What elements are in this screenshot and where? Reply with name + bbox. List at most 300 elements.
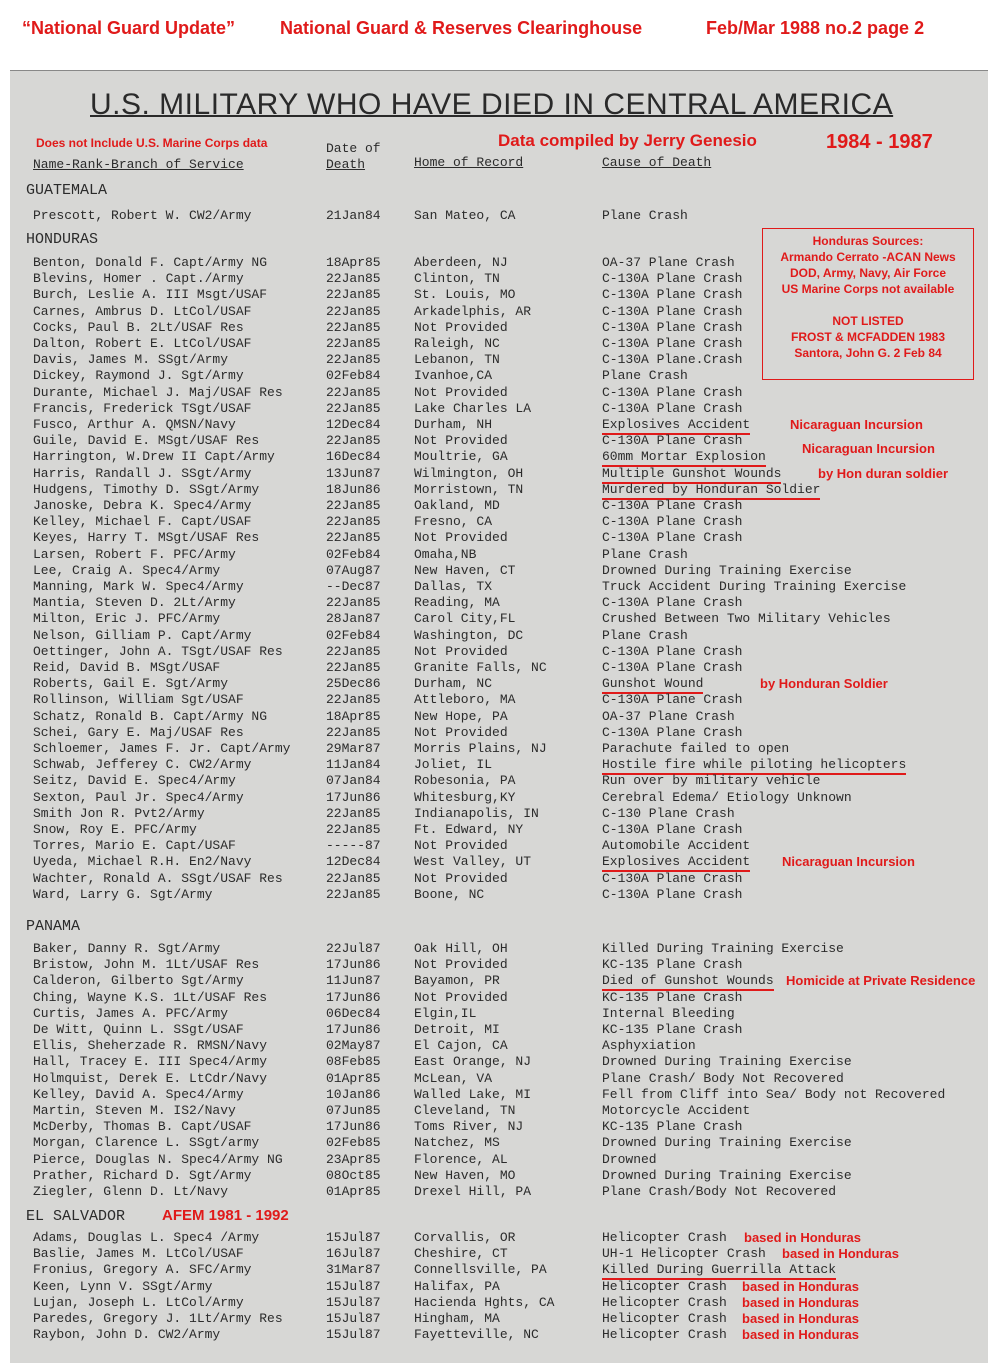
- home-cell: Indianapolis, IN: [414, 805, 539, 821]
- name-cell: Dickey, Raymond J. Sgt/Army: [33, 368, 244, 384]
- home-cell: Wilmington, OH: [414, 465, 524, 481]
- name-cell: Smith Jon R. Pvt2/Army: [33, 805, 205, 821]
- col-date-top: Date of: [326, 141, 381, 156]
- name-cell: Keyes, Harry T. MSgt/USAF Res: [33, 530, 260, 546]
- table-row: [0, 1246, 1000, 1262]
- date-cell: 01Apr85: [326, 1184, 381, 1199]
- cause-cell: C-130A Plane Crash: [602, 319, 743, 335]
- date-cell: 16Dec84: [326, 449, 381, 465]
- home-cell: Natchez, MS: [414, 1135, 500, 1151]
- date-cell: 15Jul87: [326, 1327, 381, 1343]
- cause-cell: C-130A Plane Crash: [602, 400, 743, 416]
- home-cell: Durham, NC: [414, 676, 493, 692]
- cause-cell: Gunshot Wound: [602, 676, 703, 694]
- table-row: [0, 498, 1000, 514]
- home-cell: Cheshire, CT: [414, 1246, 508, 1262]
- date-cell: 22Jan85: [326, 271, 381, 287]
- date-cell: 31Mar87: [326, 1262, 381, 1278]
- newsletter-title: “National Guard Update”: [22, 18, 236, 38]
- afem-note: AFEM 1981 - 1992: [162, 1207, 289, 1224]
- cause-cell: C-130A Plane Crash: [602, 287, 743, 303]
- name-cell: Blevins, Homer . Capt./Army: [33, 271, 244, 287]
- home-cell: Not Provided: [414, 384, 508, 400]
- date-cell: 11Jan84: [326, 757, 381, 773]
- date-cell: 22Jan85: [326, 886, 381, 902]
- table-row: [0, 741, 1000, 757]
- cause-cell: C-130A Plane Crash: [602, 498, 743, 513]
- home-cell: Washington, DC: [414, 627, 524, 643]
- home-cell: Aberdeen, NJ: [414, 255, 508, 270]
- table-row: [0, 1135, 1000, 1151]
- table-row: [0, 271, 1000, 287]
- publisher: National Guard & Reserves Clearinghouse: [280, 18, 643, 38]
- name-cell: Prescott, Robert W. CW2/Army: [33, 208, 252, 223]
- home-cell: Not Provided: [414, 433, 508, 449]
- table-row: [0, 579, 1000, 595]
- table-row: [0, 773, 1000, 789]
- annotation-note: based in Honduras: [742, 1294, 860, 1310]
- home-cell: Not Provided: [414, 319, 508, 335]
- home-cell: Toms River, NJ: [414, 1119, 524, 1135]
- cause-cell: Explosives Accident: [602, 417, 750, 435]
- home-cell: New Hope, PA: [414, 708, 508, 724]
- home-cell: Not Provided: [414, 989, 508, 1005]
- home-cell: Reading, MA: [414, 595, 500, 611]
- home-cell: Not Provided: [414, 957, 508, 973]
- table-row: [0, 336, 1000, 352]
- name-cell: Morgan, Clarence L. SSgt/army: [33, 1135, 260, 1151]
- table-row: [0, 1279, 1000, 1295]
- annotation-note: based in Honduras: [744, 1230, 862, 1245]
- cause-cell: Drowned During Training Exercise: [602, 562, 852, 578]
- table-row: [0, 973, 1000, 989]
- name-cell: Wachter, Ronald A. SSgt/USAF Res: [33, 870, 283, 886]
- cause-cell: Crushed Between Two Military Vehicles: [602, 611, 891, 627]
- table-row: [0, 1071, 1000, 1087]
- name-cell: Snow, Roy E. PFC/Army: [33, 822, 197, 837]
- home-cell: Raleigh, NC: [414, 336, 500, 351]
- cause-cell: Helicopter Crash: [602, 1278, 727, 1294]
- cause-cell: Killed During Training Exercise: [602, 941, 844, 956]
- table-row: [0, 482, 1000, 498]
- home-cell: Clinton, TN: [414, 271, 500, 287]
- date-cell: 07Aug87: [326, 562, 381, 578]
- cause-cell: Plane Crash: [602, 368, 688, 384]
- table-row: [0, 887, 1000, 903]
- name-cell: Hudgens, Timothy D. SSgt/Army: [33, 481, 260, 497]
- date-cell: 11Jun87: [326, 973, 381, 989]
- cause-cell: Drowned During Training Exercise: [602, 1135, 852, 1151]
- home-cell: Corvallis, OR: [414, 1230, 516, 1245]
- table-row: [0, 644, 1000, 660]
- annotation-note: by Honduran Soldier: [760, 676, 888, 692]
- section-heading: GUATEMALA: [26, 182, 108, 199]
- date-cell: 15Jul87: [326, 1230, 381, 1245]
- date-cell: 08Feb85: [326, 1054, 381, 1070]
- name-cell: Schloemer, James F. Jr. Capt/Army: [33, 741, 291, 756]
- name-cell: Sexton, Paul Jr. Spec4/Army: [33, 789, 244, 805]
- cause-cell: Killed During Guerrilla Attack: [602, 1262, 836, 1280]
- cause-cell: KC-135 Plane Crash: [602, 957, 743, 973]
- date-cell: 22Jan85: [326, 870, 381, 886]
- annotation-note: based in Honduras: [782, 1246, 900, 1262]
- sources-line: FROST & MCFADDEN 1983: [790, 330, 946, 344]
- table-row: [0, 1103, 1000, 1119]
- home-cell: Drexel Hill, PA: [414, 1184, 532, 1199]
- date-cell: 02Feb84: [326, 546, 381, 562]
- name-cell: Francis, Frederick TSgt/USAF: [33, 400, 252, 416]
- name-cell: Cocks, Paul B. 2Lt/USAF Res: [33, 319, 244, 335]
- home-cell: Lake Charles LA: [414, 400, 532, 416]
- date-cell: 12Dec84: [326, 854, 381, 870]
- cause-cell: Asphyxiation: [602, 1038, 696, 1054]
- cause-cell: Drowned: [602, 1151, 657, 1167]
- table-row: [0, 1152, 1000, 1168]
- name-cell: Schwab, Jefferey C. CW2/Army: [33, 757, 252, 773]
- cause-cell: C-130A Plane Crash: [602, 643, 743, 659]
- table-row: [0, 822, 1000, 838]
- name-cell: Dalton, Robert E. LtCol/USAF: [33, 336, 252, 351]
- table-row: [0, 320, 1000, 336]
- cause-cell: C-130A Plane.Crash: [602, 352, 743, 368]
- home-cell: St. Louis, MO: [414, 287, 516, 303]
- table-row: [0, 838, 1000, 854]
- name-cell: Rollinson, William Sgt/USAF: [33, 692, 244, 708]
- cause-cell: Run over by military vehicle: [602, 773, 821, 789]
- date-cell: 17Jun86: [326, 1119, 381, 1135]
- name-cell: Seitz, David E. Spec4/Army: [33, 773, 236, 789]
- cause-cell: Explosives Accident: [602, 854, 750, 872]
- date-cell: 07Jan84: [326, 773, 381, 789]
- cause-cell: Internal Bleeding: [602, 1005, 735, 1021]
- home-cell: Walled Lake, MI: [414, 1086, 532, 1102]
- cause-cell: OA-37 Plane Crash: [602, 255, 735, 270]
- home-cell: El Cajon, CA: [414, 1038, 508, 1054]
- name-cell: Burch, Leslie A. III Msgt/USAF: [33, 287, 268, 303]
- date-cell: 17Jun86: [326, 789, 381, 805]
- home-cell: Hacienda Hghts, CA: [414, 1294, 555, 1310]
- col-name-header: Name-Rank-Branch of Service: [33, 157, 244, 172]
- cause-cell: C-130A Plane Crash: [602, 336, 743, 351]
- cause-cell: KC-135 Plane Crash: [602, 1022, 743, 1037]
- name-cell: Reid, David B. MSgt/USAF: [33, 660, 221, 675]
- date-cell: 15Jul87: [326, 1294, 381, 1310]
- date-cell: 02Feb85: [326, 1135, 381, 1151]
- home-cell: Elgin,IL: [414, 1005, 477, 1021]
- section-heading: PANAMA: [26, 918, 81, 935]
- home-cell: East Orange, NJ: [414, 1054, 532, 1070]
- cause-cell: C-130A Plane Crash: [602, 870, 743, 886]
- annotation-note: Homicide at Private Residence: [786, 973, 976, 989]
- table-row: [0, 790, 1000, 806]
- table-row: [0, 1168, 1000, 1184]
- sources-line: DOD, Army, Navy, Air Force: [789, 266, 947, 280]
- home-cell: Omaha,NB: [414, 546, 477, 562]
- cause-cell: C-130 Plane Crash: [602, 805, 735, 821]
- name-cell: Torres, Mario E. Capt/USAF: [33, 838, 236, 854]
- home-cell: Joliet, IL: [414, 757, 493, 773]
- home-cell: Lebanon, TN: [414, 352, 500, 368]
- cause-cell: Cerebral Edema/ Etiology Unknown: [602, 789, 852, 805]
- annotation-note: Nicaraguan Incursion: [790, 417, 923, 432]
- name-cell: Roberts, Gail E. Sgt/Army: [33, 676, 229, 692]
- date-cell: 16Jul87: [326, 1246, 381, 1262]
- home-cell: Halifax, PA: [414, 1278, 500, 1294]
- cause-cell: Truck Accident During Training Exercise: [602, 579, 907, 594]
- date-cell: 10Jan86: [326, 1086, 381, 1102]
- date-cell: 22Jan85: [326, 822, 381, 837]
- home-cell: Connellsville, PA: [414, 1262, 547, 1278]
- home-cell: Boone, NC: [414, 886, 485, 902]
- date-cell: 25Dec86: [326, 676, 381, 692]
- annotation-note: by Hon duran soldier: [818, 465, 949, 481]
- years-note: 1984 - 1987: [826, 131, 933, 153]
- annotation-note: based in Honduras: [742, 1278, 860, 1294]
- cause-cell: Plane Crash/ Body Not Recovered: [602, 1070, 844, 1086]
- date-cell: 23Apr85: [326, 1151, 381, 1167]
- date-cell: --Dec87: [326, 579, 381, 594]
- name-cell: Lujan, Joseph L. LtCol/Army: [33, 1294, 244, 1310]
- date-cell: 15Jul87: [326, 1278, 381, 1294]
- cause-cell: Parachute failed to open: [602, 741, 790, 756]
- exclusion-note: Does not Include U.S. Marine Corps data: [36, 136, 268, 150]
- home-cell: Not Provided: [414, 724, 508, 740]
- cause-cell: C-130A Plane Crash: [602, 271, 743, 287]
- sources-line: US Marine Corps not available: [781, 282, 955, 296]
- table-row: [0, 547, 1000, 563]
- cause-cell: Helicopter Crash: [602, 1294, 727, 1310]
- date-cell: 22Jul87: [326, 941, 381, 956]
- home-cell: McLean, VA: [414, 1070, 493, 1086]
- date-cell: 02Feb84: [326, 627, 381, 643]
- date-cell: 18Apr85: [326, 708, 381, 724]
- cause-cell: Helicopter Crash: [602, 1230, 727, 1245]
- table-row: [0, 1006, 1000, 1022]
- cause-cell: C-130A Plane Crash: [602, 692, 743, 708]
- name-cell: Ziegler, Glenn D. Lt/Navy: [33, 1184, 229, 1199]
- name-cell: Calderon, Gilberto Sgt/Army: [33, 973, 244, 989]
- cause-cell: Drowned During Training Exercise: [602, 1167, 852, 1183]
- date-cell: 22Jan85: [326, 498, 381, 513]
- date-cell: 18Apr85: [326, 255, 381, 270]
- home-cell: Durham, NH: [414, 417, 493, 432]
- cause-cell: Multiple Gunshot Wounds: [602, 466, 781, 484]
- home-cell: San Mateo, CA: [414, 208, 516, 223]
- table-row: [0, 1327, 1000, 1343]
- home-cell: New Haven, CT: [414, 562, 516, 578]
- date-cell: -----87: [326, 838, 381, 854]
- table-row: [0, 660, 1000, 676]
- cause-cell: Drowned During Training Exercise: [602, 1054, 852, 1070]
- cause-cell: C-130A Plane Crash: [602, 822, 743, 837]
- name-cell: Holmquist, Derek E. LtCdr/Navy: [33, 1070, 268, 1086]
- date-cell: 12Dec84: [326, 417, 381, 432]
- date-cell: 18Jun86: [326, 481, 381, 497]
- home-cell: West Valley, UT: [414, 854, 532, 870]
- cause-cell: Hostile fire while piloting helicopters: [602, 757, 906, 775]
- date-cell: 22Jan85: [326, 433, 381, 449]
- table-row: [0, 530, 1000, 546]
- table-row: [0, 352, 1000, 368]
- sources-line: NOT LISTED: [832, 314, 904, 328]
- name-cell: Guile, David E. MSgt/USAF Res: [33, 433, 260, 449]
- section-heading: HONDURAS: [26, 231, 99, 248]
- table-row: [0, 1038, 1000, 1054]
- col-home-header: Home of Record: [414, 155, 524, 170]
- name-cell: Baslie, James M. LtCol/USAF: [33, 1246, 244, 1262]
- sources-line: Honduras Sources:: [812, 234, 924, 248]
- date-cell: 22Jan85: [326, 643, 381, 659]
- cause-cell: C-130A Plane Crash: [602, 660, 743, 675]
- name-cell: Harris, Randall J. SSgt/Army: [33, 465, 252, 481]
- cause-cell: KC-135 Plane Crash: [602, 989, 743, 1005]
- date-cell: 22Jan85: [326, 805, 381, 821]
- table-row: [0, 806, 1000, 822]
- table-row: [0, 941, 1000, 957]
- home-cell: Fresno, CA: [414, 514, 493, 530]
- name-cell: Prather, Richard D. Sgt/Army: [33, 1167, 252, 1183]
- cause-cell: KC-135 Plane Crash: [602, 1119, 743, 1135]
- name-cell: Schatz, Ronald B. Capt/Army NG: [33, 708, 268, 724]
- name-cell: Davis, James M. SSgt/Army: [33, 352, 229, 368]
- table-row: [0, 1119, 1000, 1135]
- table-row: [0, 854, 1000, 870]
- name-cell: Fronius, Gregory A. SFC/Army: [33, 1262, 252, 1278]
- cause-cell: Plane Crash: [602, 546, 688, 562]
- date-cell: 02May87: [326, 1038, 381, 1054]
- home-cell: Florence, AL: [414, 1151, 508, 1167]
- date-cell: 22Jan85: [326, 319, 381, 335]
- home-cell: Ft. Edward, NY: [414, 822, 524, 837]
- table-row: [0, 563, 1000, 579]
- home-cell: Robesonia, PA: [414, 773, 516, 789]
- name-cell: Raybon, John D. CW2/Army: [33, 1327, 221, 1343]
- name-cell: Hall, Tracey E. III Spec4/Army: [33, 1054, 268, 1070]
- date-cell: 22Jan85: [326, 336, 381, 351]
- home-cell: Moultrie, GA: [414, 449, 508, 465]
- name-cell: Harrington, W.Drew II Capt/Army: [33, 449, 275, 465]
- section-heading: EL SALVADOR: [26, 1208, 126, 1225]
- table-row: [0, 208, 1000, 224]
- home-cell: Morristown, TN: [414, 481, 524, 497]
- date-cell: 08Oct85: [326, 1167, 381, 1183]
- home-cell: New Haven, MO: [414, 1167, 516, 1183]
- table-row: [0, 871, 1000, 887]
- table-row: [0, 1230, 1000, 1246]
- date-cell: 17Jun86: [326, 1022, 381, 1037]
- table-row: [0, 595, 1000, 611]
- name-cell: Ching, Wayne K.S. 1Lt/USAF Res: [33, 989, 268, 1005]
- date-cell: 22Jan85: [326, 303, 381, 319]
- table-row: [0, 957, 1000, 973]
- cause-cell: Murdered by Honduran Soldier: [602, 482, 820, 500]
- table-row: [0, 725, 1000, 741]
- name-cell: Martin, Steven M. IS2/Navy: [33, 1103, 236, 1118]
- date-cell: 15Jul87: [326, 1311, 381, 1326]
- date-cell: 29Mar87: [326, 741, 381, 756]
- table-row: [0, 757, 1000, 773]
- table-row: [0, 1054, 1000, 1070]
- name-cell: Milton, Eric J. PFC/Army: [33, 611, 221, 627]
- home-cell: Oakland, MD: [414, 498, 500, 513]
- table-row: [0, 466, 1000, 482]
- table-row: [0, 1184, 1000, 1200]
- table-row: [0, 1311, 1000, 1327]
- cause-cell: C-130A Plane Crash: [602, 724, 743, 740]
- sources-line: Santora, John G. 2 Feb 84: [794, 346, 942, 360]
- table-row: [0, 990, 1000, 1006]
- table-row: [0, 709, 1000, 725]
- cause-cell: Helicopter Crash: [602, 1311, 727, 1326]
- home-cell: Bayamon, PR: [414, 973, 500, 989]
- annotation-note: based in Honduras: [742, 1327, 860, 1343]
- home-cell: Cleveland, TN: [414, 1103, 516, 1118]
- table-row: [0, 628, 1000, 644]
- table-row: [0, 1295, 1000, 1311]
- home-cell: Not Provided: [414, 530, 508, 546]
- home-cell: Ivanhoe,CA: [414, 368, 493, 384]
- date-cell: 22Jan85: [326, 352, 381, 368]
- table-row: [0, 255, 1000, 271]
- name-cell: Ellis, Sheherzade R. RMSN/Navy: [33, 1038, 268, 1054]
- name-cell: Uyeda, Michael R.H. En2/Navy: [33, 854, 252, 870]
- table-row: [0, 692, 1000, 708]
- compiler-note: Data compiled by Jerry Genesio: [498, 131, 757, 150]
- name-cell: Pierce, Douglas N. Spec4/Army NG: [33, 1151, 283, 1167]
- name-cell: Bristow, John M. 1Lt/USAF Res: [33, 957, 260, 973]
- date-cell: 22Jan85: [326, 724, 381, 740]
- home-cell: Oak Hill, OH: [414, 941, 508, 956]
- name-cell: Baker, Danny R. Sgt/Army: [33, 941, 221, 956]
- cause-cell: C-130A Plane Crash: [602, 433, 743, 449]
- name-cell: Keen, Lynn V. SSgt/Army: [33, 1278, 213, 1294]
- cause-cell: Plane Crash: [602, 627, 688, 643]
- date-cell: 22Jan85: [326, 595, 381, 611]
- date-cell: 17Jun86: [326, 957, 381, 973]
- table-row: [0, 611, 1000, 627]
- name-cell: Janoske, Debra K. Spec4/Army: [33, 498, 252, 513]
- date-cell: 22Jan85: [326, 514, 381, 530]
- table-row: [0, 1022, 1000, 1038]
- annotation-note: Nicaraguan Incursion: [782, 854, 915, 870]
- home-cell: Arkadelphis, AR: [414, 303, 532, 319]
- name-cell: Kelley, David A. Spec4/Army: [33, 1086, 244, 1102]
- name-cell: Oettinger, John A. TSgt/USAF Res: [33, 643, 283, 659]
- date-cell: 07Jun85: [326, 1103, 381, 1118]
- page-title: U.S. MILITARY WHO HAVE DIED IN CENTRAL AMERICA: [90, 88, 894, 121]
- name-cell: Schei, Gary E. Maj/USAF Res: [33, 724, 244, 740]
- home-cell: Hingham, MA: [414, 1311, 500, 1326]
- table-row: [0, 417, 1000, 433]
- name-cell: Curtis, James A. PFC/Army: [33, 1005, 229, 1021]
- cause-cell: Motorcycle Accident: [602, 1103, 751, 1118]
- home-cell: Not Provided: [414, 838, 508, 854]
- date-cell: 02Feb84: [326, 368, 381, 384]
- cause-cell: C-130A Plane Crash: [602, 595, 743, 611]
- cause-cell: C-130A Plane Crash: [602, 886, 743, 902]
- name-cell: Larsen, Robert F. PFC/Army: [33, 546, 236, 562]
- table-row: [0, 1087, 1000, 1103]
- cause-cell: C-130A Plane Crash: [602, 384, 743, 400]
- cause-cell: C-130A Plane Crash: [602, 530, 743, 546]
- cause-cell: Automobile Accident: [602, 838, 751, 854]
- home-cell: Fayetteville, NC: [414, 1327, 539, 1343]
- name-cell: Lee, Craig A. Spec4/Army: [33, 562, 221, 578]
- home-cell: Not Provided: [414, 870, 508, 886]
- date-cell: 22Jan85: [326, 400, 381, 416]
- cause-cell: Fell from Cliff into Sea/ Body not Recovered: [602, 1086, 946, 1102]
- name-cell: Kelley, Michael F. Capt/USAF: [33, 514, 252, 530]
